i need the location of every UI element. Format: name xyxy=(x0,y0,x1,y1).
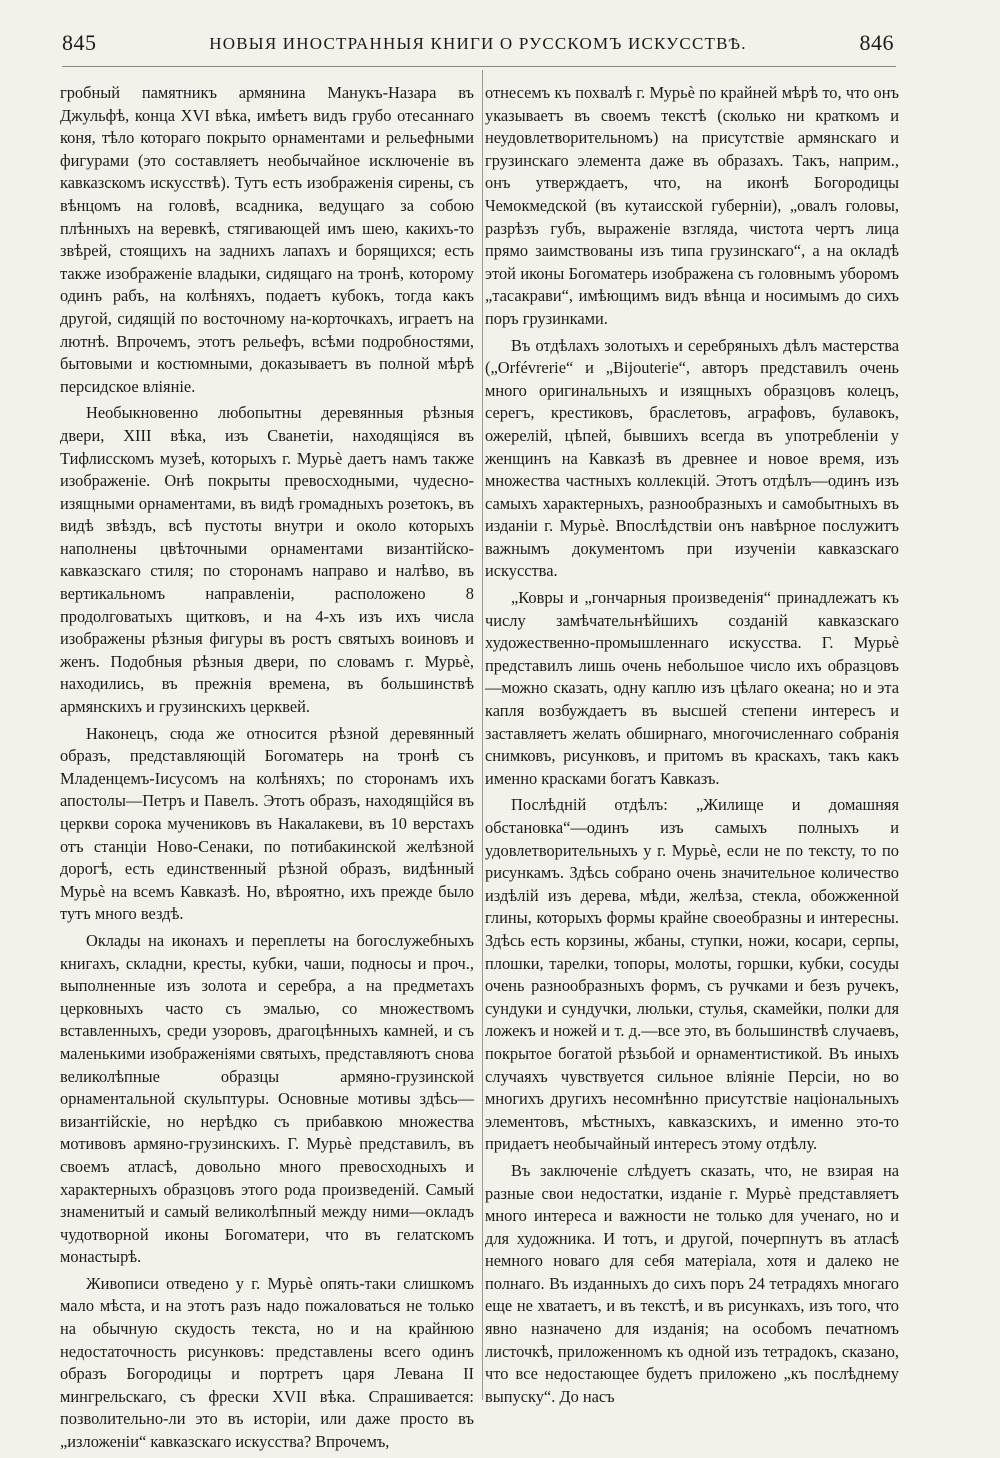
running-title: НОВЫЯ ИНОСТРАННЫЯ КНИГИ О РУССКОМЪ ИСКУССТВѢ. xyxy=(209,34,747,53)
paragraph: отнесемъ къ похвалѣ г. Мурьѐ по крайней мѣрѣ то, что онъ указываетъ въ своемъ текстѣ (сколько ни краткомъ и неудовлетворительномъ) на присутствіе армянскаго и грузинскаго элемента даже въ образахъ. Такъ, наприм., онъ утверждаетъ, что, на иконѣ Богородицы Чемокмедской (въ кутаисской губерніи), „овалъ головы, разрѣзъ губъ, выраженіе взгляда, чистота чертъ лица прямо заимствованы изъ типа грузинскаго“, а на окладѣ этой иконы Богоматерь изображена съ головнымъ уборомъ „тасакрави“, имѣющимъ видъ вѣнца и носимымъ до сихъ поръ грузинками. xyxy=(485,83,899,328)
paragraph: Въ заключеніе слѣдуетъ сказать, что, не взирая на разные свои недостатки, изданіе г. Мурьѐ представляетъ много интереса и важности не только для ученаго, но и для художника. И тотъ, и другой, почерпнутъ въ атласѣ немного новаго для себя матеріала, хотя и далеко не полнаго. Въ изданныхъ до сихъ поръ 24 тетрадяхъ многаго еще не хватаетъ, и въ текстѣ, и въ рисункахъ, изъ того, что явно назначено для изданія; на особомъ печатномъ листочкѣ, приложенномъ къ одной изъ тетрадокъ, сказано, что все недостающее будетъ приложено „къ послѣднему выпуску“. До насъ xyxy=(485,1160,899,1406)
column-divider xyxy=(482,70,483,1400)
right-column xyxy=(485,82,899,1412)
paragraph: Въ отдѣлахъ золотыхъ и серебряныхъ дѣлъ мастерства („Orfévrerie“ и „Bijouterie“, авторъ представилъ очень много оригинальныхъ и изящныхъ образцовъ колецъ, серегъ, крестиковъ, браслетовъ, аграфовъ, булавокъ, ожерелій, цѣпей, бывшихъ всегда въ употребленіи у женщинъ на Кавказѣ въ древнее и новое время, изъ множества частныхъ коллекцій. Этотъ отдѣлъ—одинъ изъ самыхъ характерныхъ, разнообразныхъ и самобытныхъ въ изданіи г. Мурьѐ. Впослѣдствіи онъ навѣрное послужитъ важнымъ документомъ при изученіи кавказскаго искусства. xyxy=(485,335,899,581)
header-rule xyxy=(62,66,896,67)
left-column xyxy=(60,82,474,1458)
paragraph: „Ковры и „гончарныя произведенія“ принадлежатъ къ числу замѣчательнѣйшихъ созданій кавказскаго художественно-промышленнаго искусства. Г. Мурьѐ представилъ лишь очень небольшое число ихъ образцовъ—можно сказать, одну каплю изъ цѣлаго океана; но и эта капля возбуждаетъ въ высшей степени интересъ и заставляетъ желать обширнаго, многочисленнаго собранія снимковъ, рисунковъ, и притомъ въ краскахъ, такъ какъ именно красками богатъ Кавказъ. xyxy=(485,588,899,788)
paragraph: Живописи отведено у г. Мурьѐ опять-таки слишкомъ мало мѣста, и на этотъ разъ надо пожаловаться не только на обычную скудость текста, но и на крайнюю недостаточность рисунковъ: представлены всего одинъ образъ Богородицы и портретъ царя Левана II мингрельскаго, съ фрески XVII вѣка. Спрашивается: позволительно-ли это въ исторіи, или даже просто въ „изложеніи“ кавказскаго искусства? Впрочемъ, xyxy=(60,1273,474,1452)
paragraph: Послѣдній отдѣлъ: „Жилище и домашняя обстановка“—одинъ изъ самыхъ полныхъ и удовлетворительныхъ у г. Мурьѐ, если не по тексту, то по рисункамъ. Здѣсь собрано очень значительное количество издѣлій изъ дерева, мѣди, желѣза, стекла, обожженной глины, которыхъ формы крайне своеобразны и интересны. Здѣсь есть корзины, жбаны, ступки, ножи, косари, серпы, плошки, тарелки, топоры, молоты, горшки, кубки, сосуды очень разнообразныхъ формъ, съ ручками и безъ ручекъ, сундуки и сундучки, люльки, стулья, скамейки, полки для ложекъ и ножей и т. д.—все это, въ большинствѣ случаевъ, покрытое богатой рѣзьбой и орнаментистикой. Въ иныхъ случаяхъ чувствуется сильное вліяніе Персіи, но во многихъ другихъ несомнѣнно присутствіе національныхъ элементовъ, мѣстныхъ, кавказскихъ, и именно это-то придаетъ необычайный интересъ этому отдѣлу. xyxy=(485,795,899,1154)
page-number-left: 845 xyxy=(62,30,97,55)
paragraph: Необыкновенно любопытны деревянныя рѣзныя двери, XIII вѣка, изъ Сванетіи, находящіяся въ Тифлисскомъ музеѣ, которыхъ г. Мурьѐ даетъ намъ также изображеніе. Онѣ покрыты превосходными, чудесно-изящными орнаментами, въ видѣ громадныхъ розетокъ, въ видѣ звѣздъ, всѣ пустоты внутри и около которыхъ наполнены цвѣточными орнаментами византійско-кавказскаго стиля; по сторонамъ направо и налѣво, въ вертикальномъ направленіи, расположено 8 продолговатыхъ щитковъ, и на 4-хъ изъ ихъ числа изображены рѣзныя фигуры въ ростъ святыхъ воиновъ и женъ. Подобныя рѣзныя двери, по словамъ г. Мурьѐ, находились, въ прежнія времена, въ большинствѣ армянскихъ и грузинскихъ церквей. xyxy=(60,403,474,717)
paragraph: гробный памятникъ армянина Манукъ-Назара въ Джульфѣ, конца XVI вѣка, имѣетъ видъ грубо отесаннаго коня, тѣло котораго покрыто орнаментами и рельефными фигурами (это составляетъ необычайное исключеніе въ кавказскомъ искусствѣ). Тутъ есть изображенія сирены, съ вѣнцомъ на головѣ, всадника, ведущаго за собою плѣнныхъ на веревкѣ, стягивающей имъ шею, какихъ-то звѣрей, стоящихъ на заднихъ лапахъ и борящихся; есть также изображеніе владыки, сидящаго на тронѣ, которому одинъ рабъ, на колѣняхъ, подаетъ кубокъ, тогда какъ другой, сидящій по восточному на-корточкахъ, играетъ на лютнѣ. Впрочемъ, этотъ рельефъ, всѣми подробностями, бытовыми и костюмными, доказываетъ въ полной мѣрѣ персидское вліяніе. xyxy=(60,83,474,396)
running-header xyxy=(62,30,894,62)
paragraph: Наконецъ, сюда же относится рѣзной деревянный образъ, представляющій Богоматерь на тронѣ съ Младенцемъ-Іисусомъ на колѣняхъ; по сторонамъ ихъ апостолы—Петръ и Павелъ. Этотъ образъ, находящійся въ церкви сорока мучениковъ въ Накалакеви, въ 10 верстахъ отъ станціи Ново-Сенаки, по потибакинской желѣзной дорогѣ, есть единственный рѣзной образъ, видѣнный Мурьѐ на всемъ Кавказѣ. Но, вѣроятно, ихъ прежде было тутъ много вездѣ. xyxy=(60,723,474,924)
paragraph: Оклады на иконахъ и переплеты на богослужебныхъ книгахъ, складни, кресты, кубки, чаши, подносы и проч., выполненные изъ золота и серебра, а на предметахъ церковныхъ часто съ эмалью, со множествомъ вставленныхъ, среди узоровъ, драгоцѣнныхъ камней, и съ маленькими изображеніями святыхъ, представляютъ снова великолѣпные образцы армяно-грузинской орнаментальной скульптуры. Основные мотивы здѣсь—византійскіе, но нерѣдко съ прибавкою множества мотивовъ армяно-грузинскихъ. Г. Мурьѐ представилъ, въ своемъ атласѣ, довольно много превосходныхъ и характерныхъ образцовъ этого рода произведеній. Самый знаменитый и самый великолѣпный между ними—окладъ чудотворной иконы Богоматери, что въ гелатскомъ монастырѣ. xyxy=(60,930,474,1267)
page-number-right: 846 xyxy=(859,30,894,55)
